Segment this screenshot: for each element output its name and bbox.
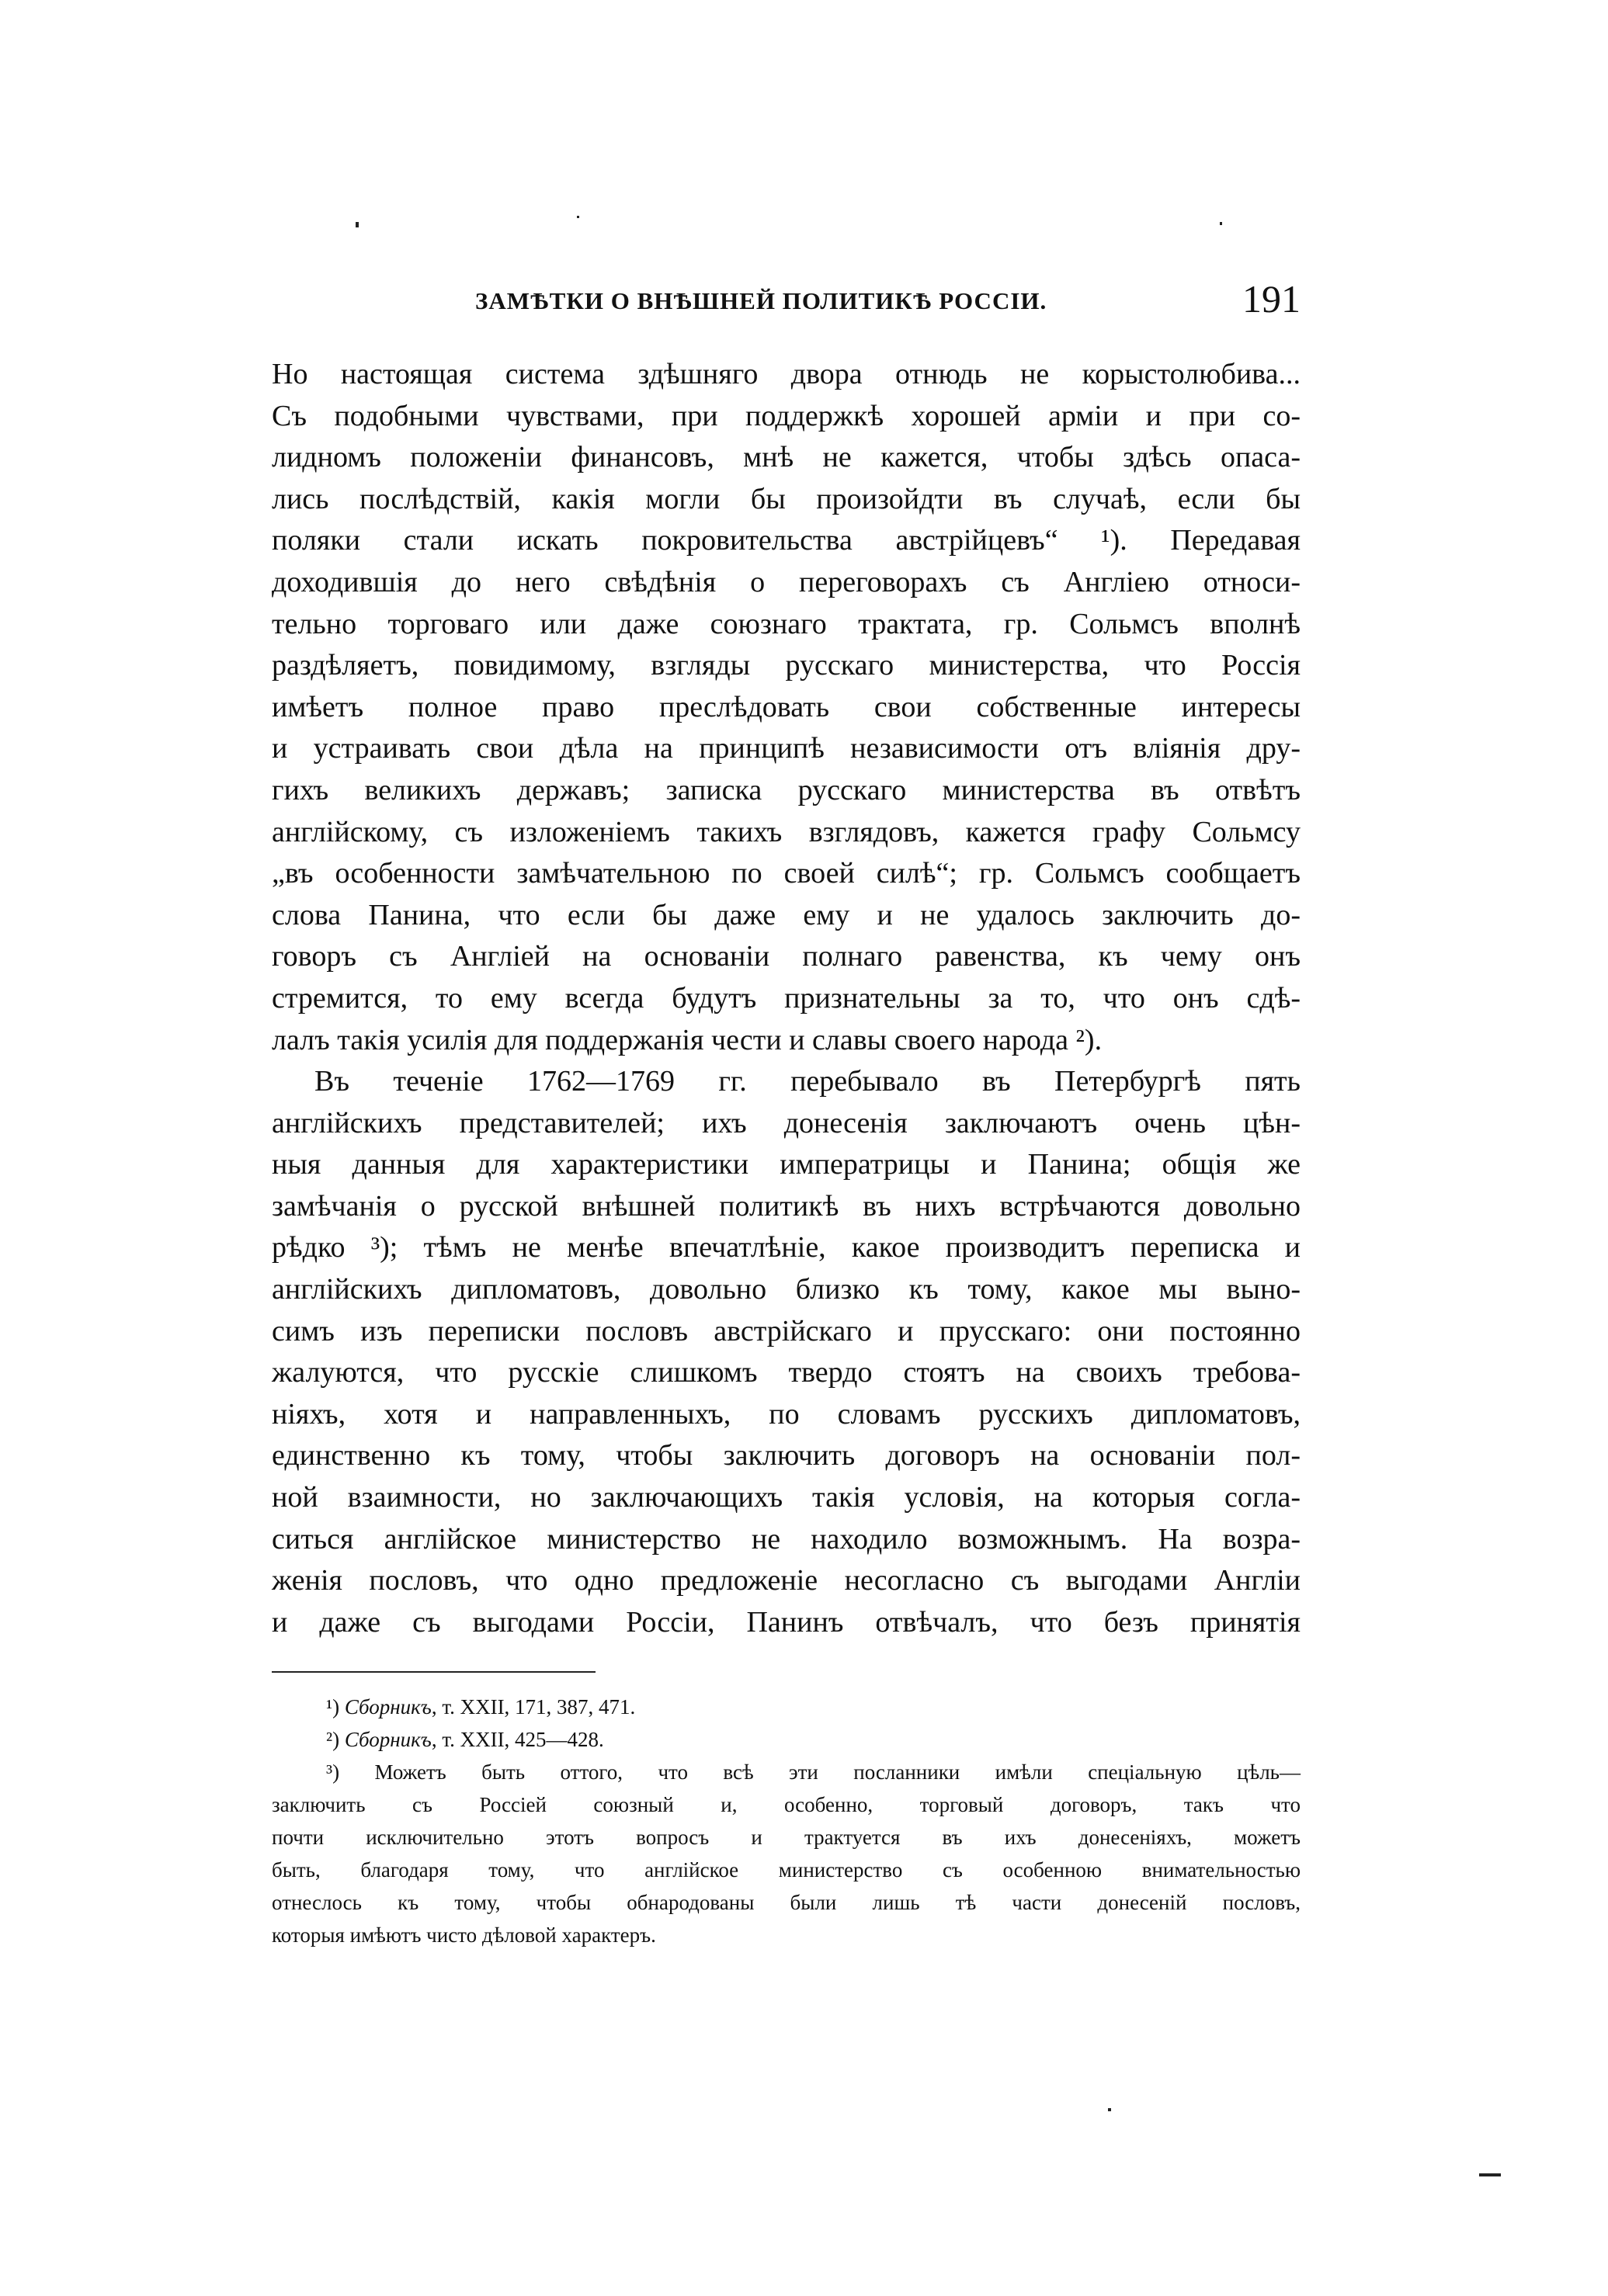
- text-line: англійскихъ дипломатовъ, довольно близко къ тому, какое мы выно-: [272, 1273, 1301, 1306]
- footnote-source: Сборникъ: [344, 1695, 432, 1719]
- text-line: имѣетъ полное право преслѣдовать свои собственные интересы: [272, 690, 1301, 723]
- text-line: лидномъ положеніи финансовъ, мнѣ не кажется, чтобы здѣсь опаса-: [272, 441, 1301, 474]
- text-line: единственно къ тому, чтобы заключить договоръ на основаніи пол-: [272, 1439, 1301, 1472]
- footnote-citation: , т. XXII, 171, 387, 471.: [431, 1695, 636, 1719]
- footnote-mark: ¹): [326, 1695, 340, 1719]
- footnote-mark: ²): [326, 1728, 340, 1751]
- text-line: Съ подобными чувствами, при поддержкѣ хорошей арміи и при со-: [272, 399, 1301, 432]
- footnote-separator: [272, 1671, 596, 1673]
- page-header: [272, 277, 1301, 328]
- footnote-source: Сборникъ: [344, 1728, 432, 1751]
- main-text: [272, 354, 1301, 1643]
- text-line: симъ изъ переписки пословъ австрійскаго и прусскаго: они постоянно: [272, 1314, 1301, 1347]
- footnotes: [272, 1691, 1301, 1951]
- footnote-3-line: почти исключительно этотъ вопросъ и трактуется въ ихъ донесеніяхъ, можетъ: [272, 1826, 1301, 1849]
- text-line: и даже съ выгодами Россіи, Панинъ отвѣчалъ, что безъ принятія: [272, 1605, 1301, 1639]
- text-line: говоръ съ Англіей на основаніи полнаго равенства, къ чему онъ: [272, 940, 1301, 973]
- page-number: 191: [1242, 277, 1301, 321]
- text-line: слова Панина, что если бы даже ему и не удалось заключить до-: [272, 898, 1301, 931]
- running-title: ЗАМѢТКИ О ВНѢШНЕЙ ПОЛИТИКѢ РОССІИ.: [475, 287, 1047, 314]
- footnote-3-line: ³) Можетъ быть оттого, что всѣ эти посланники имѣли спеціальную цѣль—: [326, 1760, 1301, 1784]
- scan-speck: [577, 216, 579, 218]
- scan-speck: [1108, 2108, 1111, 2111]
- scan-edge-dash: [1479, 2173, 1501, 2176]
- text-line: лись послѣдствій, какія могли бы произойдти въ случаѣ, если бы: [272, 482, 1301, 515]
- text-line: ніяхъ, хотя и направленныхъ, по словамъ русскихъ дипломатовъ,: [272, 1397, 1301, 1431]
- scan-speck: [1220, 222, 1222, 225]
- paragraph-start-line: Въ теченіе 1762—1769 гг. перебывало въ Петербургѣ пять: [314, 1065, 1301, 1098]
- footnote-3-line: которыя имѣютъ чисто дѣловой характеръ.: [272, 1923, 656, 1947]
- text-line: ситься англійское министерство не находило возможнымъ. На возра-: [272, 1522, 1301, 1556]
- text-line: англійскому, съ изложеніемъ такихъ взглядовъ, кажется графу Сольмсу: [272, 815, 1301, 848]
- text-line: ной взаимности, но заключающихъ такія условія, на которыя согла-: [272, 1481, 1301, 1514]
- text-line: женія пословъ, что одно предложеніе несогласно съ выгодами Англіи: [272, 1564, 1301, 1597]
- text-line: замѣчанія о русской внѣшней политикѣ въ нихъ встрѣчаются довольно: [272, 1189, 1301, 1223]
- footnote-3-line: отнеслось къ тому, чтобы обнародованы были лишь тѣ части донесеній пословъ,: [272, 1891, 1301, 1914]
- footnote-3-line: быть, благодаря тому, что англійское министерство съ особенною внимательностью: [272, 1858, 1301, 1882]
- footnote-citation: , т. XXII, 425—428.: [431, 1728, 604, 1751]
- text-line: рѣдко ³); тѣмъ не менѣе впечатлѣніе, какое производитъ переписка и: [272, 1231, 1301, 1264]
- text-line: раздѣляетъ, повидимому, взгляды русскаго министерства, что Россія: [272, 649, 1301, 682]
- text-line: доходившія до него свѣдѣнія о переговорахъ съ Англіею относи-: [272, 565, 1301, 598]
- footnote-1: [272, 1691, 1301, 1723]
- text-line: ныя данныя для характеристики императрицы и Панина; общія же: [272, 1148, 1301, 1181]
- footnote-2: [272, 1723, 1301, 1756]
- text-line: „въ особенности замѣчательною по своей силѣ“; гр. Сольмсъ сообщаетъ: [272, 857, 1301, 890]
- text-line: гихъ великихъ державъ; записка русскаго министерства въ отвѣтъ: [272, 773, 1301, 806]
- text-line: поляки стали искать покровительства австрійцевъ“ ¹). Передавая: [272, 524, 1301, 557]
- paragraph-end-line: лалъ такія усилія для поддержанія чести и славы своего народа ²).: [272, 1023, 1103, 1056]
- footnote-3-line: заключить съ Россіей союзный и, особенно, торговый договоръ, такъ что: [272, 1793, 1301, 1816]
- scan-speck: [356, 222, 359, 227]
- text-line: тельно торговаго или даже союзнаго трактата, гр. Сольмсъ вполнѣ: [272, 607, 1301, 640]
- text-line: англійскихъ представителей; ихъ донесенія заключаютъ очень цѣн-: [272, 1106, 1301, 1139]
- text-line: и устраивать свои дѣла на принципѣ независимости отъ вліянія дру-: [272, 732, 1301, 765]
- text-line: жалуются, что русскіе слишкомъ твердо стоятъ на своихъ требова-: [272, 1356, 1301, 1389]
- text-line: стремится, то ему всегда будутъ признательны за то, что онъ сдѣ-: [272, 981, 1301, 1014]
- text-line: Но настоящая система здѣшняго двора отнюдь не корыстолюбива...: [272, 358, 1301, 390]
